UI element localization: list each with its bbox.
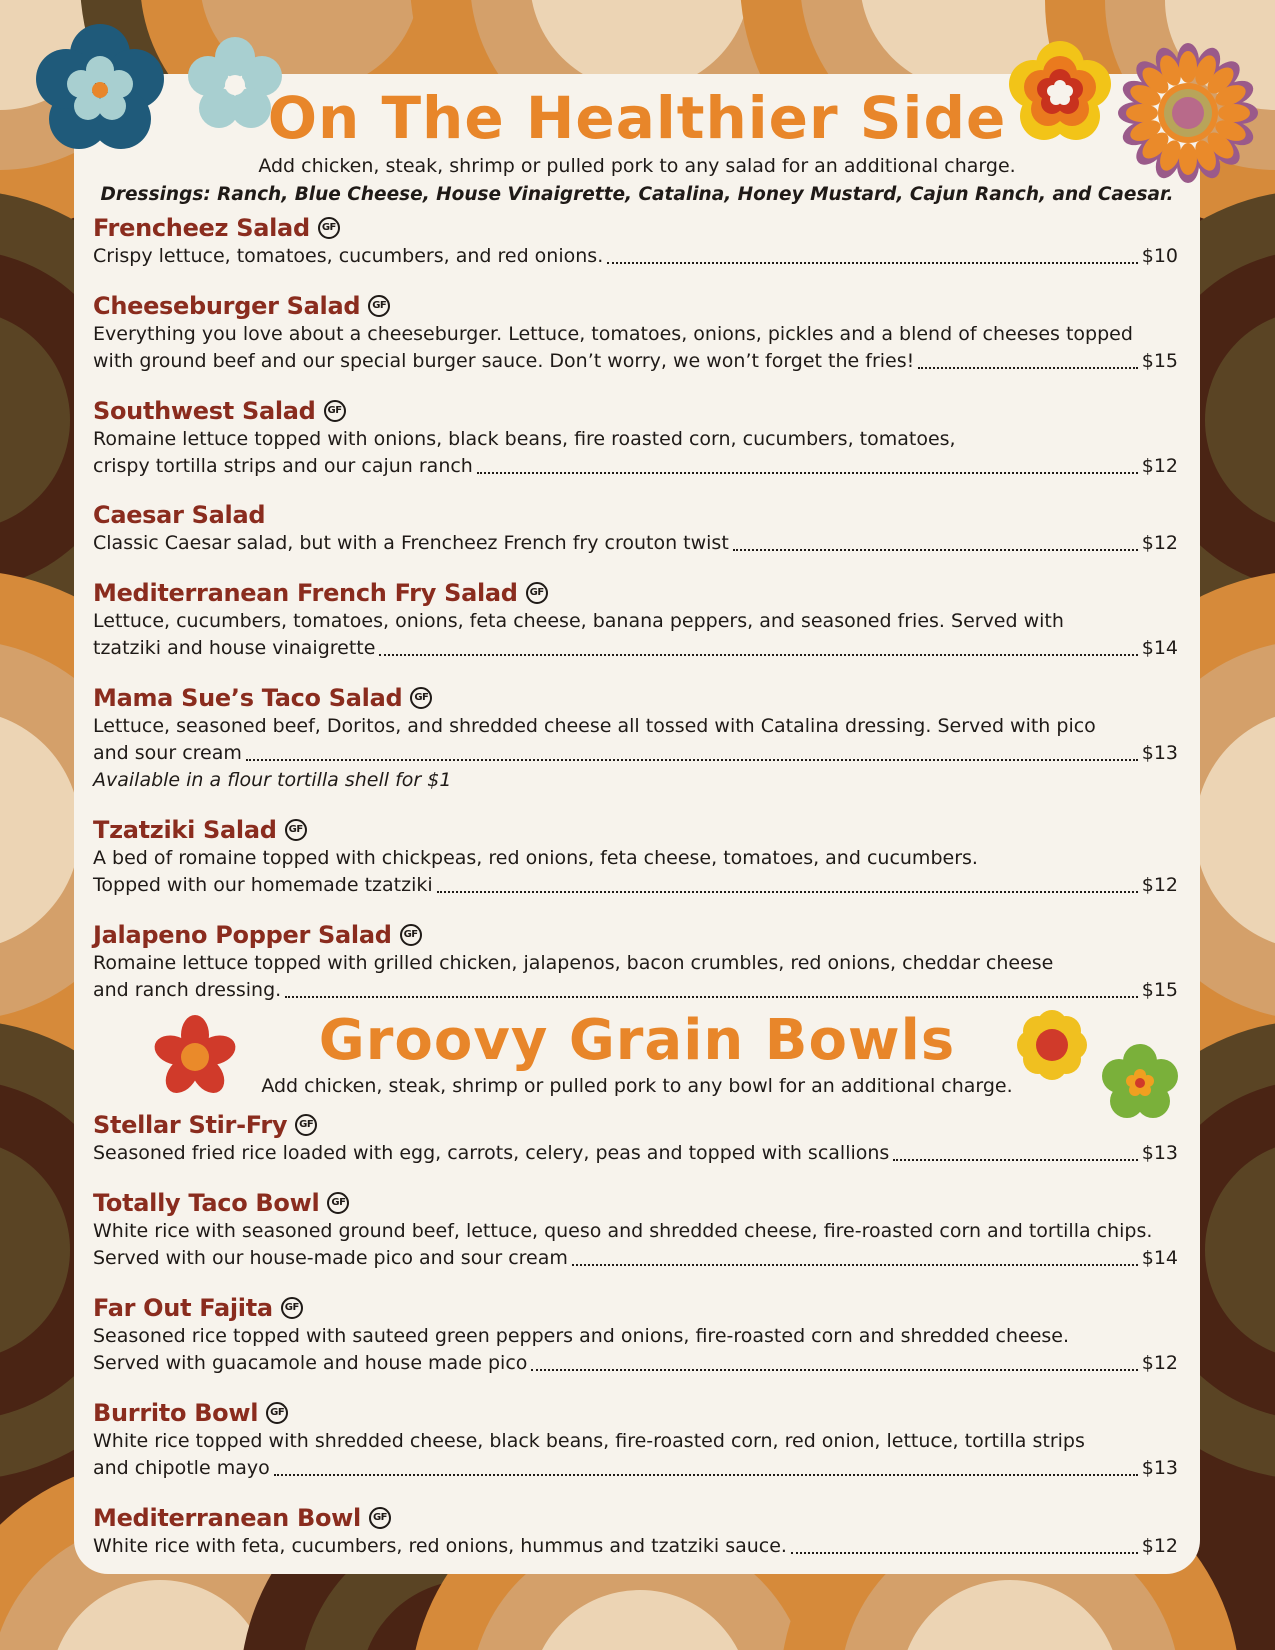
- menu-item-description-line: White rice with seasoned ground beef, lettuce, queso and shredded cheese, fire-roasted corn and tortilla chips.: [93, 1220, 1153, 1242]
- bowls-section-title: Groovy Grain Bowls: [318, 1008, 956, 1073]
- gluten-free-icon: GF: [324, 400, 346, 422]
- gluten-free-icon: GF: [295, 1114, 317, 1136]
- menu-item-name: Southwest Salad: [93, 397, 316, 425]
- menu-item-description-text: Served with guacamole and house made pico: [93, 1352, 528, 1374]
- menu-item-note: Available in a flour tortilla shell for $1: [93, 769, 452, 791]
- menu-item-price: $14: [1141, 1247, 1178, 1269]
- dotted-leader: [274, 1473, 1138, 1476]
- menu-item: [93, 1398, 1178, 1482]
- menu-item-description-line: White rice topped with shredded cheese, black beans, fire-roasted corn, red onion, lettuce, tortilla strips: [93, 1430, 1085, 1452]
- menu-item-name: Totally Taco Bowl: [93, 1189, 320, 1217]
- menu-item-description-text: and sour cream: [93, 742, 242, 764]
- gluten-free-icon: GF: [281, 1297, 303, 1319]
- menu-item-name-row: [93, 920, 1178, 950]
- menu-item: [93, 815, 1178, 899]
- menu-item: [93, 1110, 1178, 1167]
- bowls-intro-text: Add chicken, steak, shrimp or pulled pork to any bowl for an additional charge.: [261, 1075, 1013, 1097]
- menu-item-name: Far Out Fajita: [93, 1294, 273, 1322]
- menu-item: [93, 396, 1178, 480]
- menu-item-name-row: [93, 291, 1178, 321]
- dressings-text: Dressings: Ranch, Blue Cheese, House Vinaigrette, Catalina, Honey Mustard, Cajun Ranch, and Caesar.: [100, 184, 1174, 205]
- menu-item-name-row: [93, 1188, 1178, 1218]
- dotted-leader: [246, 758, 1138, 761]
- menu-item-name-row: [93, 1503, 1178, 1533]
- menu-item-description-text: Seasoned fried rice loaded with egg, carrots, celery, peas and topped with scallions: [93, 1142, 890, 1164]
- menu-item-name-row: [93, 1293, 1178, 1323]
- menu-item-description-line: [93, 453, 1178, 480]
- menu-item-description-text: Classic Caesar salad, but with a Frencheez French fry crouton twist: [93, 532, 729, 554]
- gluten-free-icon: GF: [410, 687, 432, 709]
- salads-intro-text: Add chicken, steak, shrimp or pulled pork to any salad for an additional charge.: [258, 155, 1016, 177]
- menu-item-name-row: [93, 1398, 1178, 1428]
- menu-item-description-line: Lettuce, seasoned beef, Doritos, and shredded cheese all tossed with Catalina dressing. Served with pico: [93, 715, 1096, 737]
- menu-item: [93, 291, 1178, 375]
- menu-item-description-line: Seasoned rice topped with sauteed green peppers and onions, fire-roasted corn and shredded cheese.: [93, 1325, 1070, 1347]
- menu-item-name-row: [93, 683, 1178, 713]
- menu-item-description-line: [93, 243, 1178, 270]
- menu-item-price: $14: [1141, 637, 1178, 659]
- dotted-leader: [531, 1368, 1137, 1371]
- gluten-free-icon: GF: [318, 217, 340, 239]
- menu-item-name: Tzatziki Salad: [93, 816, 277, 844]
- menu-item: [93, 578, 1178, 662]
- menu-item-price: $15: [1141, 350, 1178, 372]
- menu-item-description-line: [93, 1455, 1178, 1482]
- menu-item-description-line: [93, 1140, 1178, 1167]
- menu-item-price: $13: [1141, 1457, 1178, 1479]
- menu-item-name: Jalapeno Popper Salad: [93, 921, 392, 949]
- menu-item-description-text: crispy tortilla strips and our cajun ranch: [93, 455, 473, 477]
- menu-item-description-line: [93, 530, 1178, 557]
- menu-item-name-row: [93, 578, 1178, 608]
- menu-item-name-row: [93, 1110, 1178, 1140]
- menu-item-price: $15: [1141, 979, 1178, 1001]
- dotted-leader: [477, 471, 1138, 474]
- menu-item-description-line: [93, 348, 1178, 375]
- menu-item-description-text: Served with our house-made pico and sour cream: [93, 1247, 568, 1269]
- menu-item-description-line: [93, 635, 1178, 662]
- menu-item-description-line: [93, 1350, 1178, 1377]
- gluten-free-icon: GF: [327, 1192, 349, 1214]
- menu-item-name: Caesar Salad: [93, 501, 266, 529]
- dotted-leader: [437, 890, 1138, 893]
- menu-item: [93, 213, 1178, 270]
- menu-item-description-line: [93, 977, 1178, 1004]
- menu-item-price: $12: [1141, 874, 1178, 896]
- menu-item: [93, 1503, 1178, 1560]
- menu-item-description-line: Lettuce, cucumbers, tomatoes, onions, feta cheese, banana peppers, and seasoned fries. Served with: [93, 610, 1064, 632]
- menu-item: [93, 1293, 1178, 1377]
- menu-item-name: Burrito Bowl: [93, 1399, 259, 1427]
- menu-item-description-line: [93, 1245, 1178, 1272]
- menu-item-price: $12: [1141, 532, 1178, 554]
- menu-item-description-text: Topped with our homemade tzatziki: [93, 874, 433, 896]
- menu-item-description-text: tzatziki and house vinaigrette: [93, 637, 376, 659]
- menu-item-description-line: Everything you love about a cheeseburger. Lettuce, tomatoes, onions, pickles and a blend of cheeses topped: [93, 323, 1133, 345]
- menu-item-description-text: and ranch dressing.: [93, 979, 282, 1001]
- menu-item-name: Mama Sue’s Taco Salad: [93, 684, 403, 712]
- gluten-free-icon: GF: [400, 924, 422, 946]
- menu-item-description-line: Romaine lettuce topped with grilled chicken, jalapenos, bacon crumbles, red onions, cheddar cheese: [93, 952, 1054, 974]
- menu-item-price: $10: [1141, 245, 1178, 267]
- menu-item-price: $13: [1141, 742, 1178, 764]
- menu-item-description-text: White rice with feta, cucumbers, red onions, hummus and tzatziki sauce.: [93, 1535, 787, 1557]
- gluten-free-icon: GF: [266, 1402, 288, 1424]
- menu-item-description-line: [93, 1533, 1178, 1560]
- dotted-leader: [918, 366, 1137, 369]
- menu-item-name-row: [93, 815, 1178, 845]
- menu-item-price: $12: [1141, 1352, 1178, 1374]
- menu-item-description-line: [93, 872, 1178, 899]
- menu-item-name-row: [93, 500, 1178, 530]
- menu-item-description-text: and chipotle mayo: [93, 1457, 270, 1479]
- dotted-leader: [285, 995, 1138, 998]
- dotted-leader: [791, 1551, 1138, 1554]
- menu-item: [93, 500, 1178, 557]
- salads-section-title: On The Healthier Side: [267, 84, 1007, 152]
- menu-item-description-text: with ground beef and our special burger sauce. Don’t worry, we won’t forget the fries!: [93, 350, 915, 372]
- dotted-leader: [572, 1263, 1138, 1266]
- menu-item: [93, 683, 1178, 794]
- menu-item: [93, 920, 1178, 1004]
- menu-item-price: $13: [1141, 1142, 1178, 1164]
- menu-item: [93, 1188, 1178, 1272]
- gluten-free-icon: GF: [369, 1507, 391, 1529]
- menu-item-name: Mediterranean Bowl: [93, 1504, 361, 1532]
- menu-item-description-text: Crispy lettuce, tomatoes, cucumbers, and red onions.: [93, 245, 604, 267]
- gluten-free-icon: GF: [368, 295, 390, 317]
- gluten-free-icon: GF: [526, 582, 548, 604]
- menu-item-name: Frencheez Salad: [93, 214, 310, 242]
- menu-item-name-row: [93, 213, 1178, 243]
- menu-item-name-row: [93, 396, 1178, 426]
- menu-item-description-line: A bed of romaine topped with chickpeas, red onions, feta cheese, tomatoes, and cucumbers.: [93, 847, 978, 869]
- menu-item-name: Stellar Stir-Fry: [93, 1111, 288, 1139]
- menu-item-price: $12: [1141, 455, 1178, 477]
- menu-item-name: Mediterranean French Fry Salad: [93, 579, 518, 607]
- menu-item-description-line: Romaine lettuce topped with onions, black beans, fire roasted corn, cucumbers, tomatoes,: [93, 428, 956, 450]
- gluten-free-icon: GF: [285, 819, 307, 841]
- menu-item-price: $12: [1141, 1535, 1178, 1557]
- dotted-leader: [733, 548, 1138, 551]
- dotted-leader: [379, 653, 1137, 656]
- menu-item-description-line: [93, 740, 1178, 767]
- dotted-leader: [607, 261, 1137, 264]
- dotted-leader: [893, 1158, 1137, 1161]
- menu-item-name: Cheeseburger Salad: [93, 292, 361, 320]
